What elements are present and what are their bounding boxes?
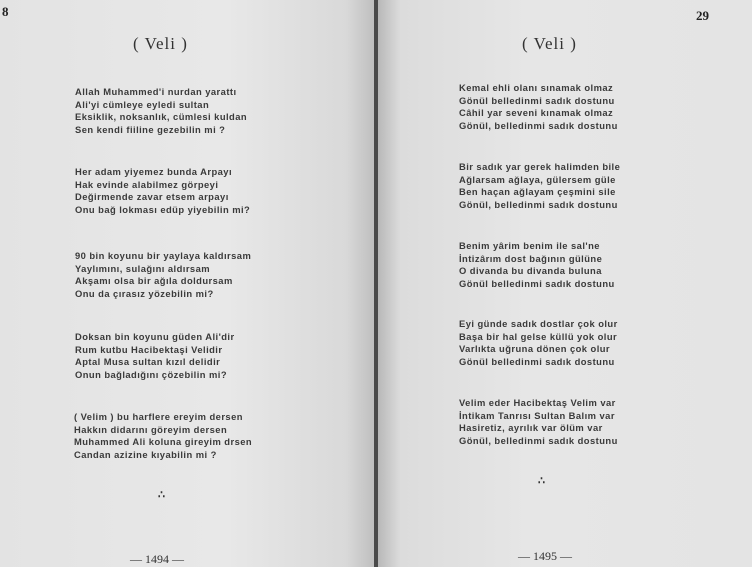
page-number: — 1494 — — [130, 552, 184, 566]
verse-line: Gönül, belledinmi sadık dostunu — [459, 119, 618, 131]
verse-line: Yaylımını, sulağını aldırsam — [75, 262, 211, 274]
verse-line: ( Velim ) bu harflere ereyim dersen — [74, 411, 243, 422]
poem-title: ( Veli ) — [133, 34, 188, 53]
ornament-glyph: ∴ — [158, 489, 165, 501]
verse-line: Benim yârim benim ile sal'ne — [459, 240, 600, 251]
verse-line: Hakkın didarını göreyim dersen — [74, 423, 228, 435]
verse-line: Ali'yi cümleye eyledi sultan — [75, 98, 210, 110]
poem-title: ( Veli ) — [522, 34, 577, 53]
page-corner-number: 29 — [696, 8, 709, 23]
right-page — [378, 0, 752, 567]
verse-line: Gönül belledinmi sadık dostunu — [459, 277, 615, 289]
verse-line: Allah Muhammed'i nurdan yarattı — [75, 86, 237, 97]
verse-line: Her adam yiyemez bunda Arpayı — [75, 166, 233, 177]
verse-line: Rum kutbu Hacibektaşi Velidir — [75, 343, 223, 355]
verse-line: Eyi günde sadık dostlar çok olur — [459, 318, 618, 329]
stanza — [75, 250, 251, 300]
page-corner-number: 8 — [2, 4, 9, 19]
verse-line: Eksiklik, noksanlık, cümlesi kuldan — [75, 111, 248, 123]
verse-line: İntizârım dost bağının gülüne — [459, 252, 603, 264]
verse-line: Akşamı olsa bir ağıla doldursam — [75, 275, 233, 287]
verse-line: Kemal ehli olanı sınamak olmaz — [459, 82, 614, 93]
verse-line: İntikam Tanrısı Sultan Balım var — [459, 409, 615, 421]
verse-line: Candan azizine kıyabilin mi ? — [74, 448, 217, 460]
verse-line: Ağlarsam ağlaya, gülersem güle — [459, 173, 616, 185]
stanza — [459, 240, 615, 290]
verse-line: Gönül, belledinmi sadık dostunu — [459, 434, 618, 446]
verse-line: Velim eder Hacibektaş Velim var — [459, 397, 616, 408]
verse-line: Muhammed Ali koluna gireyim drsen — [74, 436, 253, 448]
verse-line: Gönül belledinmi sadık dostunu — [459, 355, 615, 367]
verse-line: Değirmende zavar etsem arpayı — [75, 191, 229, 203]
stanza — [459, 318, 618, 368]
verse-line: Onu da çırasız yözebilin mi? — [75, 287, 214, 299]
verse-line: Onun bağladığını çözebilin mi? — [75, 368, 228, 380]
verse-line: Bir sadık yar gerek halimden bile — [459, 161, 621, 172]
verse-line: Câhil yar seveni kınamak olmaz — [459, 107, 614, 119]
verse-line: Sen kendi fiiline gezebilin mi ? — [75, 123, 226, 135]
stanza — [74, 411, 252, 461]
verse-line: Hak evinde alabilmez görpeyi — [75, 178, 219, 190]
verse-line: Hasiretiz, ayrılık var ölüm var — [459, 422, 603, 434]
verse-line: Onu bağ lokması edüp yiyebilin mi? — [75, 203, 251, 215]
ornament-glyph: ∴ — [538, 475, 545, 487]
stanza — [459, 397, 618, 447]
verse-line: Ben haçan ağlayam çeşmini sile — [459, 186, 616, 198]
stanza — [75, 166, 250, 216]
stanza — [459, 161, 620, 211]
verse-line: Aptal Musa sultan kızıl delidir — [75, 356, 221, 368]
stanza — [75, 86, 247, 136]
verse-line: Gönül belledinmi sadık dostunu — [459, 94, 615, 106]
verse-line: Başa bir hal gelse küllü yok olur — [459, 330, 618, 342]
verse-line: Gönül, belledinmi sadık dostunu — [459, 198, 618, 210]
verse-line: Doksan bin koyunu güden Ali'dir — [75, 331, 235, 342]
page-number: — 1495 — — [518, 549, 572, 563]
verse-line: 90 bin koyunu bir yaylaya kaldırsam — [75, 250, 252, 261]
verse-line: O divanda bu divanda buluna — [459, 265, 602, 277]
stanza — [459, 82, 618, 132]
verse-line: Varlıkta uğruna dönen çok olur — [459, 343, 611, 355]
stanza — [75, 331, 235, 381]
